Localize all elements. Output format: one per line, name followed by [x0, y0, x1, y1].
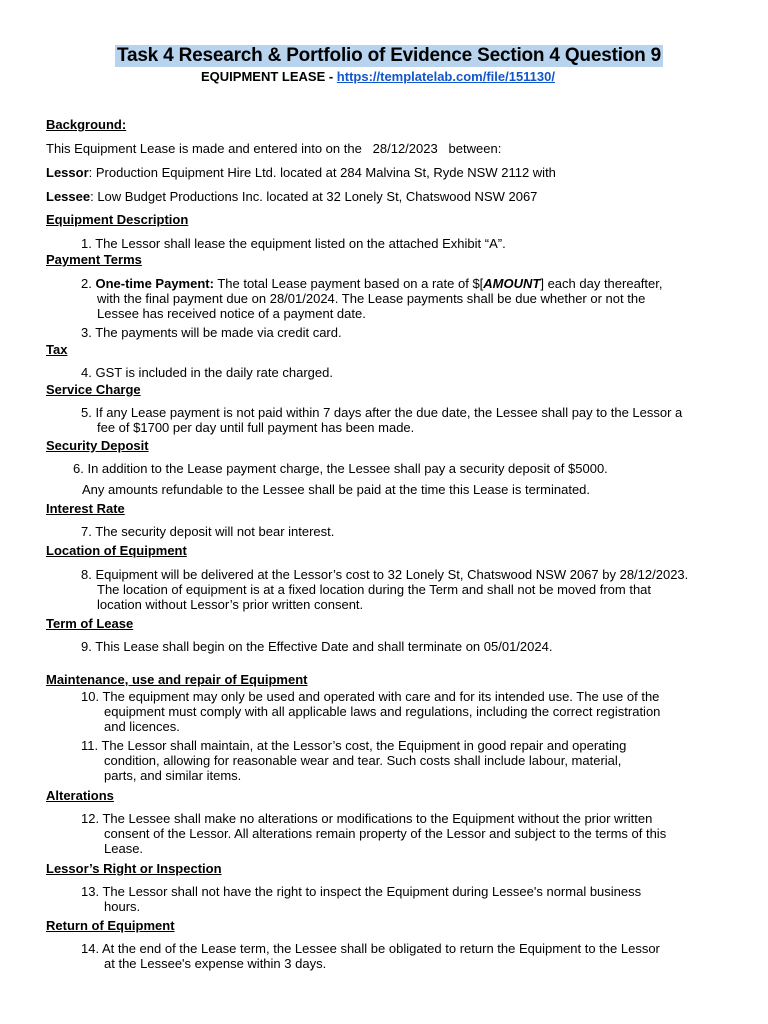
clause-14: 14. At the end of the Lease term, the Lessee shall be obligated to return the Equipment to the Lessor at the Lessee's expense within 3 days.	[81, 941, 660, 971]
clause-2-bold: One-time Payment:	[95, 276, 214, 291]
security-deposit-heading: Security Deposit	[46, 438, 149, 453]
clause-2-pre: The total Lease payment based on a rate of $[	[213, 276, 484, 291]
clause-13: 13. The Lessor shall not have the right to inspect the Equipment during Lessee's normal business hours.	[81, 884, 642, 914]
clause-8: 8. Equipment will be delivered at the Lessor’s cost to 32 Lonely St, Chatswood NSW 2067 by 28/12/2023. The location of equipment is at a fixed location during the Term and shall not be moved from that location without Lessor’s prior written consent.	[81, 567, 689, 612]
clause-2-amount: AMOUNT	[483, 276, 541, 291]
document-title: Task 4 Research & Portfolio of Evidence Section 4 Question 9	[116, 45, 662, 66]
clause-12: 12. The Lessee shall make no alterations or modifications to the Equipment without the prior written consent of the Lessor. All alterations remain property of the Lessor and subject to the terms of this Lease.	[81, 811, 667, 856]
document-subtitle	[0, 69, 756, 84]
lessor-line	[46, 165, 556, 180]
clause-2-number: 2.	[81, 276, 96, 291]
lessee-line	[46, 189, 537, 204]
service-charge-heading: Service Charge	[46, 382, 141, 397]
clause-1: 1. The Lessor shall lease the equipment listed on the attached Exhibit “A”.	[81, 236, 506, 251]
clause-5: 5. If any Lease payment is not paid within 7 days after the due date, the Lessee shall pay to the Lessor a fee of $1700 per day until full payment has been made.	[81, 405, 683, 435]
interest-rate-heading: Interest Rate	[46, 501, 125, 516]
clause-9: 9. This Lease shall begin on the Effective Date and shall terminate on 05/01/2024.	[81, 639, 553, 654]
background-heading: Background:	[46, 117, 127, 132]
return-heading: Return of Equipment	[46, 918, 175, 933]
title-wrap	[0, 45, 768, 67]
clause-2	[81, 276, 672, 321]
lessor-label: Lessor	[46, 165, 89, 180]
template-link[interactable]: https://templatelab.com/file/151130/	[336, 69, 555, 84]
payment-terms-heading: Payment Terms	[46, 252, 142, 267]
lessee-label: Lessee	[46, 189, 91, 204]
clause-2-post: ] each day thereafter, with the final payment due on 28/01/2024. The Lease payments shall be due whether or not the Lessee has received notice of a payment date.	[97, 276, 663, 321]
lessor-text: : Production Equipment Hire Ltd. located at 284 Malvina St, Ryde NSW 2112 with	[88, 165, 556, 180]
equipment-description-heading: Equipment Description	[46, 212, 189, 227]
clause-6: 6. In addition to the Lease payment charge, the Lessee shall pay a security deposit of $5000.	[73, 461, 608, 476]
location-heading: Location of Equipment	[46, 543, 187, 558]
clause-3: 3. The payments will be made via credit card.	[81, 325, 342, 340]
clause-10: 10. The equipment may only be used and operated with care and for its intended use. The use of the equipment must comply with all applicable laws and regulations, including the correct registration and licences.	[81, 689, 661, 734]
background-intro: This Equipment Lease is made and entered into on the 28/12/2023 between:	[46, 141, 502, 156]
maintenance-heading: Maintenance, use and repair of Equipment	[46, 672, 308, 687]
alterations-heading: Alterations	[46, 788, 114, 803]
inspection-heading: Lessor’s Right or Inspection	[46, 861, 222, 876]
lessee-text: : Low Budget Productions Inc. located at 32 Lonely St, Chatswood NSW 2067	[90, 189, 538, 204]
clause-6-continued: Any amounts refundable to the Lessee shall be paid at the time this Lease is terminated.	[82, 482, 591, 497]
subtitle-prefix: EQUIPMENT LEASE -	[201, 69, 337, 84]
tax-heading: Tax	[46, 342, 68, 357]
clause-7: 7. The security deposit will not bear interest.	[81, 524, 335, 539]
term-heading: Term of Lease	[46, 616, 134, 631]
clause-11: 11. The Lessor shall maintain, at the Lessor’s cost, the Equipment in good repair and operating condition, allowing for reasonable wear and tear. Such costs shall include labour, material, parts, and similar items.	[81, 738, 627, 783]
clause-4: 4. GST is included in the daily rate charged.	[81, 365, 333, 380]
